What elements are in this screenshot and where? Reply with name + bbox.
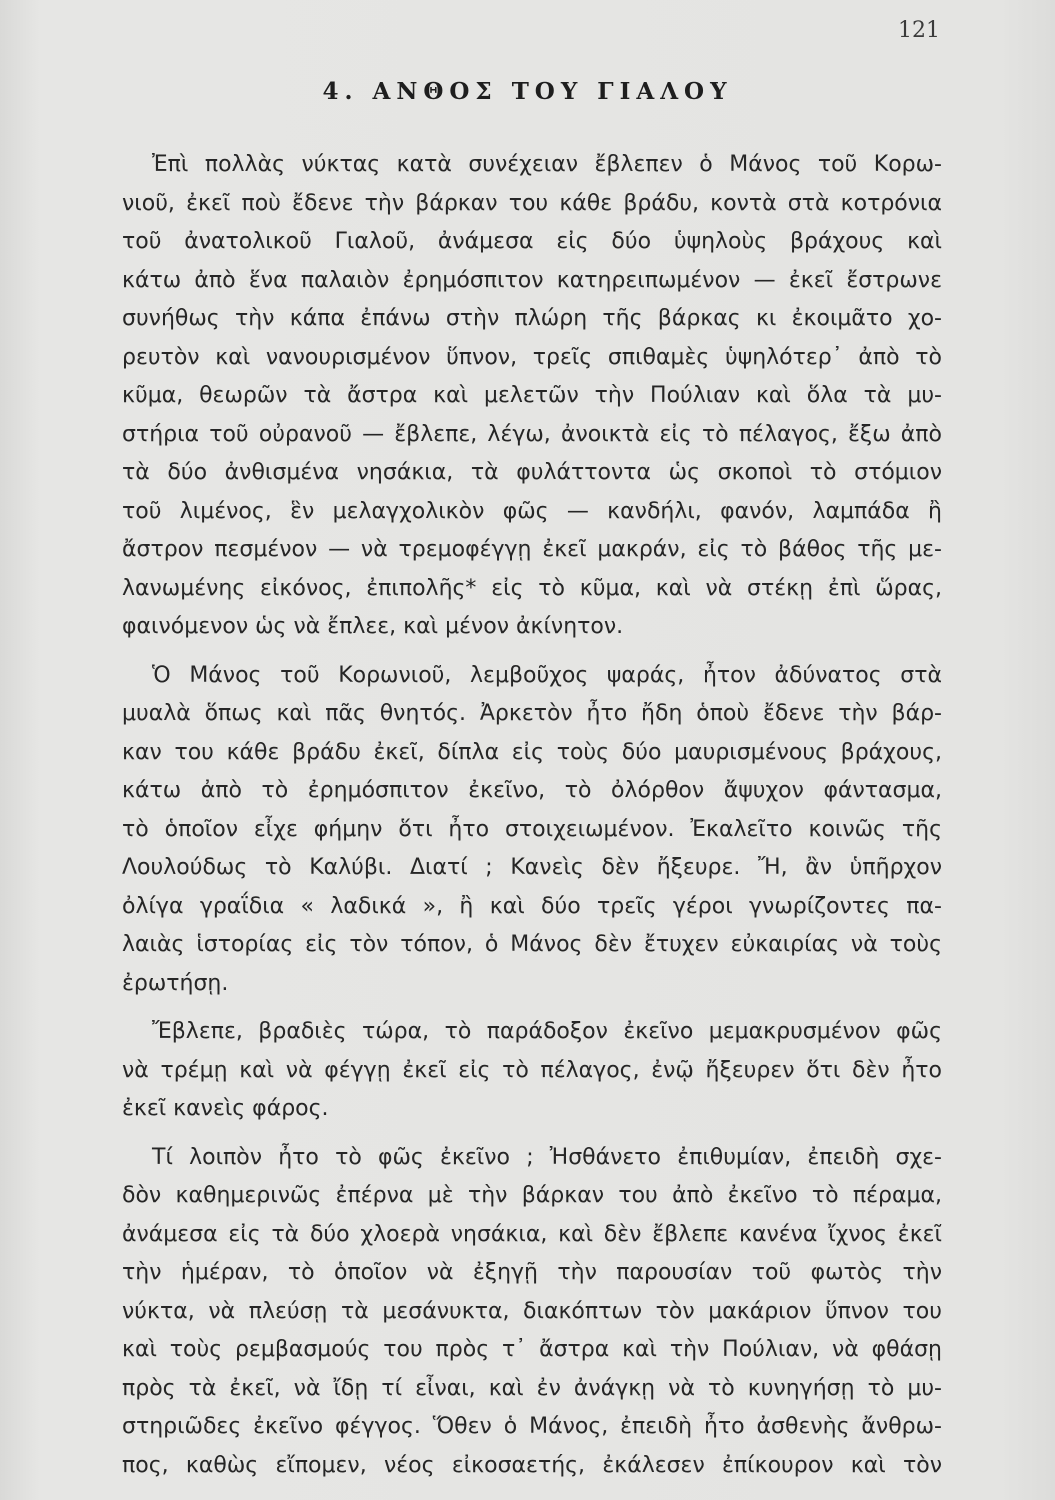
text-line: τὸ ὁποῖον εἶχε φήμην ὅτι ἦτο στοιχειωμένον. Ἐκαλεῖτο κοινῶς τῆς xyxy=(122,816,942,842)
body-text xyxy=(122,146,942,1485)
text-line: Ἐπὶ πολλὰς νύκτας κατὰ συνέχειαν ἔβλεπεν ὁ Μάνος τοῦ Κορω- xyxy=(152,152,942,177)
text-line: νιοῦ, ἐκεῖ ποὺ ἔδενε τὴν βάρκαν του κάθε βράδυ, κοντὰ στὰ κοτρόνια xyxy=(122,190,942,216)
text-line: Λουλούδως τὸ Καλύβι. Διατί ; Κανεὶς δὲν ἤξευρε. Ἤ, ἂν ὑπῆρχον xyxy=(122,855,942,880)
text-line: Τί λοιπὸν ἦτο τὸ φῶς ἐκεῖνο ; Ἠσθάνετο ἐπιθυμίαν, ἐπειδὴ σχε- xyxy=(152,1144,942,1170)
paragraph-gap xyxy=(122,1129,942,1139)
text-line: νύκτα, νὰ πλεύσῃ τὰ μεσάνυκτα, διακόπτων τὸν μακάριον ὕπνον του xyxy=(122,1298,942,1324)
text-line: Ὁ Μάνος τοῦ Κορωνιοῦ, λεμβοῦχος ψαράς, ἦτον ἀδύνατος στὰ xyxy=(152,662,942,688)
paragraph-gap xyxy=(122,1003,942,1013)
paragraph xyxy=(122,657,942,1004)
text-line: ἀνάμεσα εἰς τὰ δύο χλοερὰ νησάκια, καὶ δὲν ἔβλεπε κανένα ἴχνος ἐκεῖ xyxy=(122,1221,942,1247)
text-line: πρὸς τὰ ἐκεῖ, νὰ ἴδῃ τί εἶναι, καὶ ἐν ἀνάγκῃ νὰ τὸ κυνηγήσῃ τὸ μυ- xyxy=(122,1375,942,1401)
paragraph xyxy=(122,1013,942,1129)
text-line: ἐκεῖ κανεὶς φάρος. xyxy=(122,1096,329,1121)
text-line: κάτω ἀπὸ ἕνα παλαιὸν ἐρημόσπιτον κατηρειπωμένον — ἐκεῖ ἔστρωνε xyxy=(122,267,942,293)
page-number: 121 xyxy=(898,18,940,43)
text-line: ἐρωτήσῃ. xyxy=(122,970,229,996)
text-line: τοῦ λιμένος, ἓν μελαγχολικὸν φῶς — κανδήλι, φανόν, λαμπάδα ἢ xyxy=(122,498,942,524)
text-line: μυαλὰ ὅπως καὶ πᾶς θνητός. Ἀρκετὸν ἦτο ἤδη ὁποὺ ἔδενε τὴν βάρ- xyxy=(122,701,942,726)
text-line: λανωμένης εἰκόνος, ἐπιπολῆς* εἰς τὸ κῦμα, καὶ νὰ στέκῃ ἐπὶ ὥρας, xyxy=(122,575,942,601)
text-line: στήρια τοῦ οὐρανοῦ — ἔβλεπε, λέγω, ἀνοικτὰ εἰς τὸ πέλαγος, ἔξω ἀπὸ xyxy=(122,421,942,447)
text-line: δὸν καθημερινῶς ἐπέρνα μὲ τὴν βάρκαν του ἀπὸ ἐκεῖνο τὸ πέραμα, xyxy=(122,1183,942,1208)
paragraph xyxy=(122,146,942,647)
paragraph-gap xyxy=(122,647,942,657)
text-line: πος, καθὼς εἴπομεν, νέος εἰκοσαετής, ἐκάλεσεν ἐπίκουρον καὶ τὸν xyxy=(122,1452,942,1478)
text-line: στηριῶδες ἐκεῖνο φέγγος. Ὅθεν ὁ Μάνος, ἐπειδὴ ἦτο ἀσθενὴς ἄνθρω- xyxy=(122,1414,942,1439)
text-line: τὴν ἡμέραν, τὸ ὁποῖον νὰ ἐξηγῇ τὴν παρουσίαν τοῦ φωτὸς τὴν xyxy=(122,1260,942,1285)
text-line: λαιὰς ἱστορίας εἰς τὸν τόπον, ὁ Μάνος δὲν ἔτυχεν εὐκαιρίας νὰ τοὺς xyxy=(122,932,942,957)
text-line: τὰ δύο ἀνθισμένα νησάκια, τὰ φυλάττοντα ὡς σκοποὶ τὸ στόμιον xyxy=(122,460,942,485)
text-line: ρευτὸν καὶ νανουρισμένον ὕπνον, τρεῖς σπιθαμὲς ὑψηλότερ᾽ ἀπὸ τὸ xyxy=(122,344,942,370)
text-line: νὰ τρέμῃ καὶ νὰ φέγγῃ ἐκεῖ εἰς τὸ πέλαγος, ἐνῷ ἤξευρεν ὅτι δὲν ἦτο xyxy=(122,1057,942,1083)
text-line: ὀλίγα γραΐδια « λαδικά », ἢ καὶ δύο τρεῖς γέροι γνωρίζοντες πα- xyxy=(122,893,942,919)
text-line: τοῦ ἀνατολικοῦ Γιαλοῦ, ἀνάμεσα εἰς δύο ὑψηλοὺς βράχους καὶ xyxy=(122,229,942,254)
text-line: κάτω ἀπὸ τὸ ἐρημόσπιτον ἐκεῖνο, τὸ ὀλόρθον ἄψυχον φάντασμα, xyxy=(122,778,942,803)
chapter-title: 4. ΑΝΘΟΣ ΤΟΥ ΓΙΑΛΟΥ xyxy=(322,78,733,105)
text-line: καὶ τοὺς ρεμβασμούς του πρὸς τ᾽ ἄστρα καὶ τὴν Πούλιαν, νὰ φθάσῃ xyxy=(122,1337,942,1362)
paragraph xyxy=(122,1139,942,1486)
text-line: κῦμα, θεωρῶν τὰ ἄστρα καὶ μελετῶν τὴν Πούλιαν καὶ ὅλα τὰ μυ- xyxy=(122,383,942,408)
text-line: φαινόμενον ὡς νὰ ἔπλεε, καὶ μένον ἀκίνητον. xyxy=(122,614,624,639)
text-line: ἄστρον πεσμένον — νὰ τρεμοφέγγῃ ἐκεῖ μακράν, εἰς τὸ βάθος τῆς με- xyxy=(122,537,942,562)
text-line: καν του κάθε βράδυ ἐκεῖ, δίπλα εἰς τοὺς δύο μαυρισμένους βράχους, xyxy=(122,739,942,765)
text-line: Ἔβλεπε, βραδιὲς τώρα, τὸ παράδοξον ἐκεῖνο μεμακρυσμένον φῶς xyxy=(152,1019,942,1044)
text-line: συνήθως τὴν κάπα ἐπάνω στὴν πλώρη τῆς βάρκας κι ἐκοιμᾶτο χο- xyxy=(122,306,942,331)
